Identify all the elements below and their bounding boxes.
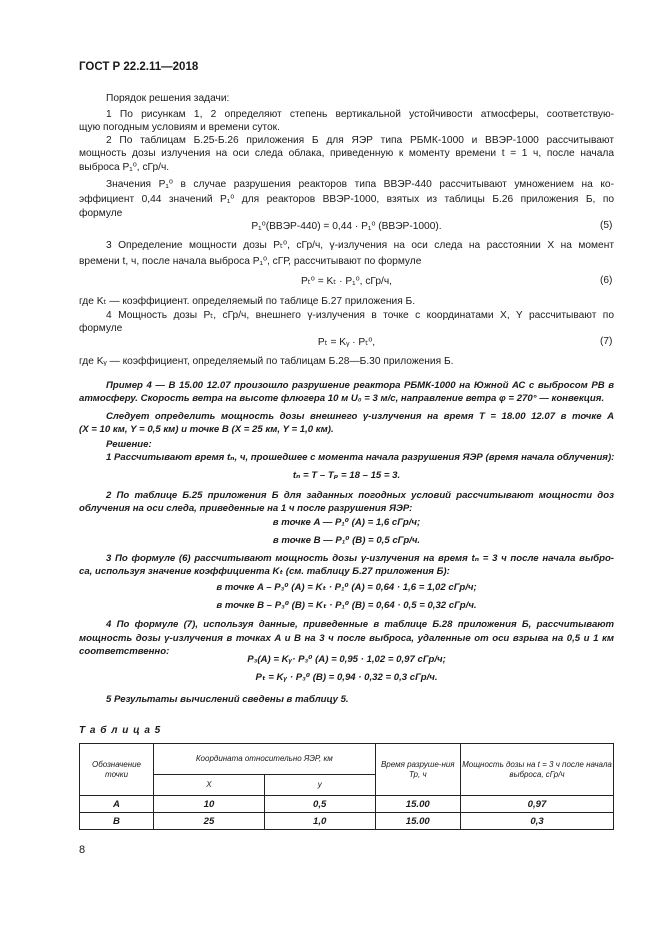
example-line: облучения на оси следа, приведенные на 1 ч после разрушения ЯЭР: — [79, 503, 413, 514]
text-line: 1 По рисункам 1, 2 определяют степень вертикальной устойчивости атмосферы, соответствую- — [106, 109, 614, 120]
example-formula: P₃(A) = Kᵧ· P₃⁰ (A) = 0,95 · 1,02 = 0,97 сГр/ч; — [247, 654, 446, 665]
column-header-coordinate: Координата относительно ЯЭР, км — [154, 744, 376, 775]
example-formula: в точке A — P₁⁰ (A) = 1,6 сГр/ч; — [272, 517, 421, 528]
example-line: 5 Результаты вычислений сведены в таблицу 5. — [106, 694, 349, 705]
cell-x: 25 — [154, 813, 265, 830]
example-line: са, используя значение коэффициента Kₜ (см. таблицу Б.27 приложения Б): — [79, 566, 450, 577]
formula-number: (6) — [600, 275, 613, 286]
formula-7: Pₜ = Kᵧ · Pₜ⁰, — [317, 337, 376, 348]
text-line: эффициент 0,44 значений P₁⁰ для реакторов ВВЭР-1000, взятых из таблицы Б.26 приложения Б, по — [79, 194, 614, 205]
cell-x: 10 — [154, 796, 265, 813]
table-caption: Т а б л и ц а 5 — [79, 725, 162, 736]
text-line: 2 По таблицам Б.25-Б.26 приложения Б для ЯЭР типа РБМК-1000 и ВВЭР-1000 рассчитывают — [106, 135, 614, 146]
cell-power: 0,3 — [461, 813, 614, 830]
cell-y: 1,0 — [264, 813, 375, 830]
example-line: (X = 10 км, Y = 0,5 км) и точке B (X = 25 км, Y = 1,0 км). — [79, 424, 334, 435]
text-line: Значения P₁⁰ в случае разрушения реакторов типа ВВЭР-440 рассчитывают умножением на ко- — [106, 179, 614, 190]
example-formula: в точке A – P₃⁰ (A) = Kₜ · P₁⁰ (A) = 0,64 · 1,6 = 1,02 сГр/ч; — [216, 582, 477, 593]
page-number: 8 — [79, 844, 86, 856]
column-header-time: Время разруше-ния Тр, ч — [375, 744, 460, 796]
formula-number: (7) — [600, 336, 613, 347]
cell-point: A — [80, 796, 154, 813]
text-line: Порядок решения задачи: — [106, 93, 230, 104]
example-formula: в точке B – P₃⁰ (B) = Kₜ · P₁⁰ (B) = 0,64 · 0,5 = 0,32 сГр/ч. — [216, 600, 477, 611]
example-line: 1 Рассчитывают время tₙ, ч, прошедшее с момента начала разрушения ЯЭР (время начала облучения): — [106, 452, 615, 463]
column-header-designation: Обозначение точки — [80, 744, 154, 796]
example-line: Пример 4 — В 15.00 12.07 произошло разрушение реактора РБМК-1000 на Южной АС с выбросом РВ в — [106, 380, 614, 391]
example-line: Решение: — [106, 439, 152, 450]
example-line: 3 По формуле (6) рассчитывают мощность дозы γ-излучения на время tₙ = 3 ч после начала выбро- — [106, 553, 614, 564]
example-line: мощность дозы γ-излучения в точках A и B на 3 ч после выброса, удаленные от оси взрыва на 0,5 и 1 км — [79, 633, 614, 644]
example-formula: tₙ = T – Tₚ = 18 – 15 = 3. — [292, 470, 401, 481]
cell-point: B — [80, 813, 154, 830]
document-header: ГОСТ Р 22.2.11—2018 — [79, 61, 199, 73]
table-row — [80, 796, 614, 813]
text-line: выброса P₁⁰, сГр/ч. — [79, 162, 170, 173]
text-line: формуле — [79, 323, 123, 334]
cell-time: 15.00 — [375, 796, 460, 813]
text-line: формуле — [79, 208, 123, 219]
formula-6: Pₜ⁰ = Kₜ · P₁⁰, сГр/ч, — [301, 276, 392, 287]
example-formula: Pₜ = Kᵧ · P₃⁰ (B) = 0,94 · 0,32 = 0,3 сГр/ч. — [255, 672, 438, 683]
column-header-power: Мощность дозы на t = 3 ч после начала выброса, сГр/ч — [461, 744, 614, 796]
column-header-x: X — [154, 775, 265, 796]
text-line: щую погодным условиям и времени суток. — [79, 122, 280, 133]
text-line: 4 Мощность дозы Pₜ, сГр/ч, внешнего γ-излучения в точке c координатами X, Y рассчитывают по — [106, 310, 614, 321]
text-line: мощность дозы излучения на оси следа облака, приведенную к моменту времени t = 1 ч, после начала — [79, 148, 614, 159]
cell-power: 0,97 — [461, 796, 614, 813]
example-line: атмосферу. Скорость ветра на высоте флюгера 10 м U₀ = 3 м/с, направление ветра φ = 270° — конвекция. — [79, 393, 605, 404]
example-line: Следует определить мощность дозы внешнего γ-излучения на время T = 18.00 12.07 в точке A — [106, 411, 614, 422]
column-header-y: y — [264, 775, 375, 796]
text-line: где Kᵧ — коэффициент, определяемый по таблицам Б.28—Б.30 приложения Б. — [79, 356, 454, 367]
text-line: 3 Определение мощности дозы Pₜ⁰, сГр/ч, γ-излучения на оси следа на расстоянии X на момент — [106, 240, 614, 251]
results-table — [79, 743, 614, 830]
table-row — [80, 813, 614, 830]
example-formula: в точке B — P₁⁰ (B) = 0,5 сГр/ч. — [272, 535, 421, 546]
formula-5: P₁⁰(ВВЭР-440) = 0,44 · P₁⁰ (ВВЭР-1000). — [251, 221, 442, 232]
cell-y: 0,5 — [264, 796, 375, 813]
cell-time: 15.00 — [375, 813, 460, 830]
example-line: 2 По таблице Б.25 приложения Б для заданных погодных условий рассчитывают мощности доз — [106, 490, 614, 501]
formula-number: (5) — [600, 220, 613, 231]
example-line: 4 По формуле (7), используя данные, приведенные в таблице Б.28 приложения Б, рассчитывают — [106, 619, 614, 630]
text-line: времени t, ч, после начала выброса P₁⁰, сГР, рассчитывают по формуле — [79, 256, 422, 267]
example-line: соответственно: — [79, 646, 170, 657]
text-line: где Kₜ — коэффициент. определяемый по таблице Б.27 приложения Б. — [79, 296, 416, 307]
